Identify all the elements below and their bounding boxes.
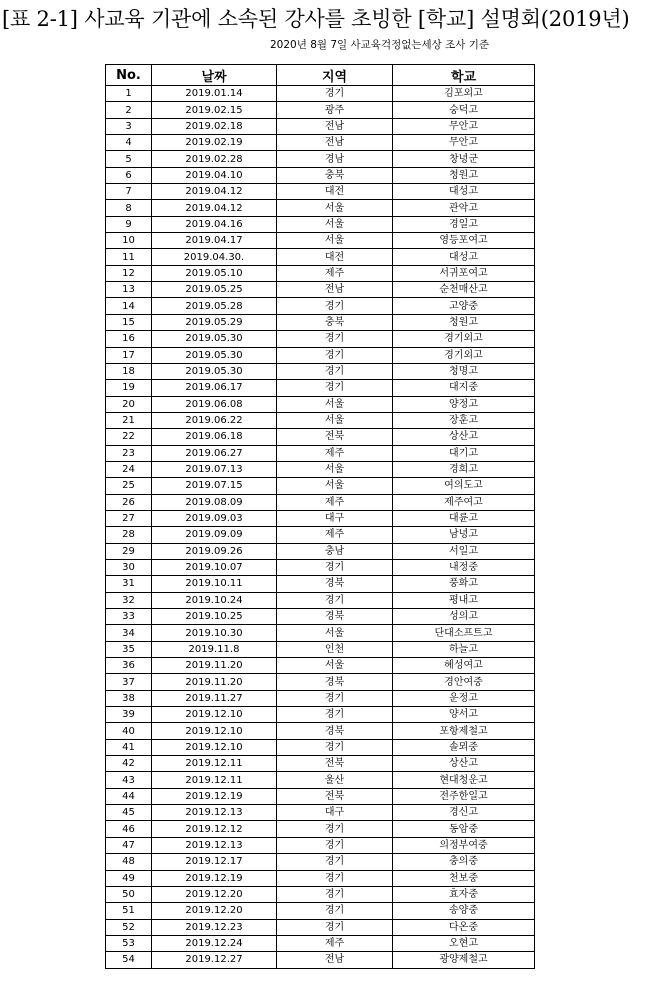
table-row — [106, 200, 535, 216]
row-school: 무안고 — [393, 135, 535, 151]
row-school: 포항제철고 — [393, 723, 535, 739]
row-region: 제주 — [277, 445, 393, 461]
row-region: 인천 — [277, 641, 393, 657]
row-date: 2019.12.13 — [152, 837, 277, 853]
table-row — [106, 756, 535, 772]
row-school: 무안고 — [393, 118, 535, 134]
row-number: 27 — [106, 510, 152, 526]
table-row — [106, 674, 535, 690]
table-row — [106, 641, 535, 657]
table-row — [106, 559, 535, 575]
row-number: 46 — [106, 821, 152, 837]
row-school: 현대청운고 — [393, 772, 535, 788]
row-date: 2019.04.16 — [152, 216, 277, 232]
row-date: 2019.10.24 — [152, 592, 277, 608]
row-school: 양서고 — [393, 707, 535, 723]
row-date: 2019.06.17 — [152, 380, 277, 396]
row-region: 경기 — [277, 870, 393, 886]
row-date: 2019.05.30 — [152, 363, 277, 379]
table-row — [106, 805, 535, 821]
row-number: 5 — [106, 151, 152, 167]
row-number: 11 — [106, 249, 152, 265]
row-date: 2019.12.12 — [152, 821, 277, 837]
row-region: 제주 — [277, 935, 393, 951]
table-row — [106, 429, 535, 445]
row-school: 하늘고 — [393, 641, 535, 657]
table-row — [106, 314, 535, 330]
row-number: 7 — [106, 184, 152, 200]
table-row — [106, 510, 535, 526]
table-row — [106, 952, 535, 968]
table-row — [106, 282, 535, 298]
row-region: 제주 — [277, 494, 393, 510]
table-row — [106, 609, 535, 625]
row-school: 김포외고 — [393, 86, 535, 102]
row-school: 경신고 — [393, 805, 535, 821]
row-region: 경기 — [277, 363, 393, 379]
row-region: 전남 — [277, 118, 393, 134]
row-school: 솔뫼중 — [393, 739, 535, 755]
row-number: 24 — [106, 461, 152, 477]
row-number: 25 — [106, 478, 152, 494]
table-row — [106, 707, 535, 723]
row-date: 2019.12.20 — [152, 903, 277, 919]
row-date: 2019.02.28 — [152, 151, 277, 167]
row-region: 제주 — [277, 527, 393, 543]
table-row — [106, 298, 535, 314]
row-region: 전남 — [277, 282, 393, 298]
row-school: 운정고 — [393, 690, 535, 706]
row-number: 36 — [106, 658, 152, 674]
row-number: 35 — [106, 641, 152, 657]
row-date: 2019.09.03 — [152, 510, 277, 526]
table-row — [106, 821, 535, 837]
row-region: 전남 — [277, 952, 393, 968]
row-region: 경기 — [277, 559, 393, 575]
row-number: 48 — [106, 854, 152, 870]
row-date: 2019.09.09 — [152, 527, 277, 543]
row-number: 43 — [106, 772, 152, 788]
row-date: 2019.11.27 — [152, 690, 277, 706]
header-region: 지역 — [277, 65, 393, 86]
row-date: 2019.12.19 — [152, 870, 277, 886]
row-number: 45 — [106, 805, 152, 821]
row-school: 장훈고 — [393, 412, 535, 428]
row-number: 17 — [106, 347, 152, 363]
row-school: 천보중 — [393, 870, 535, 886]
row-school: 경안여중 — [393, 674, 535, 690]
table-row — [106, 527, 535, 543]
row-school: 전주한일고 — [393, 788, 535, 804]
row-region: 전남 — [277, 135, 393, 151]
row-date: 2019.12.17 — [152, 854, 277, 870]
header-date: 날짜 — [152, 65, 277, 86]
row-school: 서일고 — [393, 543, 535, 559]
row-number: 22 — [106, 429, 152, 445]
table-row — [106, 919, 535, 935]
row-date: 2019.04.30. — [152, 249, 277, 265]
table-row — [106, 854, 535, 870]
table-row — [106, 935, 535, 951]
row-date: 2019.06.08 — [152, 396, 277, 412]
row-school: 고양중 — [393, 298, 535, 314]
row-number: 32 — [106, 592, 152, 608]
row-number: 38 — [106, 690, 152, 706]
row-date: 2019.06.22 — [152, 412, 277, 428]
table-row — [106, 625, 535, 641]
briefing-table — [105, 64, 535, 969]
table-row — [106, 870, 535, 886]
row-number: 26 — [106, 494, 152, 510]
row-school: 경기외고 — [393, 347, 535, 363]
table-row — [106, 216, 535, 232]
row-region: 경기 — [277, 739, 393, 755]
row-school: 관악고 — [393, 200, 535, 216]
row-number: 42 — [106, 756, 152, 772]
table-row — [106, 396, 535, 412]
row-region: 경북 — [277, 609, 393, 625]
table-row — [106, 886, 535, 902]
row-date: 2019.10.07 — [152, 559, 277, 575]
row-date: 2019.10.25 — [152, 609, 277, 625]
row-region: 경기 — [277, 837, 393, 853]
row-school: 대성고 — [393, 249, 535, 265]
header-school: 학교 — [393, 65, 535, 86]
row-region: 서울 — [277, 216, 393, 232]
row-region: 경북 — [277, 723, 393, 739]
row-school: 충의중 — [393, 854, 535, 870]
row-number: 13 — [106, 282, 152, 298]
table-row — [106, 363, 535, 379]
table-row — [106, 837, 535, 853]
table-row — [106, 167, 535, 183]
row-number: 14 — [106, 298, 152, 314]
table-row — [106, 461, 535, 477]
row-number: 23 — [106, 445, 152, 461]
row-school: 오현고 — [393, 935, 535, 951]
table-row — [106, 690, 535, 706]
row-number: 50 — [106, 886, 152, 902]
row-region: 경기 — [277, 380, 393, 396]
row-date: 2019.12.19 — [152, 788, 277, 804]
row-number: 3 — [106, 118, 152, 134]
row-region: 전북 — [277, 756, 393, 772]
row-region: 서울 — [277, 478, 393, 494]
table-row — [106, 249, 535, 265]
table-header-row — [106, 65, 535, 86]
row-region: 제주 — [277, 265, 393, 281]
row-number: 10 — [106, 233, 152, 249]
row-school: 제주여고 — [393, 494, 535, 510]
row-date: 2019.08.09 — [152, 494, 277, 510]
row-number: 16 — [106, 331, 152, 347]
row-date: 2019.12.10 — [152, 707, 277, 723]
row-school: 대기고 — [393, 445, 535, 461]
row-school: 남녕고 — [393, 527, 535, 543]
row-school: 동암중 — [393, 821, 535, 837]
row-region: 서울 — [277, 625, 393, 641]
row-region: 경북 — [277, 576, 393, 592]
row-number: 39 — [106, 707, 152, 723]
row-date: 2019.05.10 — [152, 265, 277, 281]
row-number: 37 — [106, 674, 152, 690]
row-region: 경기 — [277, 298, 393, 314]
row-number: 20 — [106, 396, 152, 412]
row-region: 서울 — [277, 658, 393, 674]
row-date: 2019.04.12 — [152, 200, 277, 216]
row-region: 경기 — [277, 690, 393, 706]
row-date: 2019.12.24 — [152, 935, 277, 951]
table-row — [106, 543, 535, 559]
table-row — [106, 102, 535, 118]
row-region: 대구 — [277, 805, 393, 821]
row-date: 2019.05.25 — [152, 282, 277, 298]
row-school: 상산고 — [393, 756, 535, 772]
table-row — [106, 478, 535, 494]
row-region: 경남 — [277, 151, 393, 167]
row-region: 서울 — [277, 461, 393, 477]
row-number: 18 — [106, 363, 152, 379]
table-row — [106, 331, 535, 347]
row-date: 2019.02.15 — [152, 102, 277, 118]
row-date: 2019.11.20 — [152, 658, 277, 674]
row-date: 2019.05.30 — [152, 347, 277, 363]
row-number: 47 — [106, 837, 152, 853]
table-row — [106, 135, 535, 151]
table-row — [106, 86, 535, 102]
table-row — [106, 412, 535, 428]
row-number: 52 — [106, 919, 152, 935]
row-number: 9 — [106, 216, 152, 232]
row-school: 효자중 — [393, 886, 535, 902]
table-row — [106, 658, 535, 674]
row-date: 2019.12.13 — [152, 805, 277, 821]
row-school: 광양제철고 — [393, 952, 535, 968]
row-school: 상산고 — [393, 429, 535, 445]
row-number: 2 — [106, 102, 152, 118]
row-region: 경기 — [277, 854, 393, 870]
table-row — [106, 118, 535, 134]
row-school: 대지중 — [393, 380, 535, 396]
row-date: 2019.12.27 — [152, 952, 277, 968]
row-number: 4 — [106, 135, 152, 151]
row-school: 송양중 — [393, 903, 535, 919]
row-number: 12 — [106, 265, 152, 281]
row-school: 단대소프트고 — [393, 625, 535, 641]
row-number: 34 — [106, 625, 152, 641]
row-number: 49 — [106, 870, 152, 886]
row-school: 의정부여중 — [393, 837, 535, 853]
row-number: 6 — [106, 167, 152, 183]
row-school: 영등포여고 — [393, 233, 535, 249]
row-region: 경기 — [277, 86, 393, 102]
table-row — [106, 772, 535, 788]
row-number: 8 — [106, 200, 152, 216]
row-number: 54 — [106, 952, 152, 968]
row-date: 2019.04.12 — [152, 184, 277, 200]
row-date: 2019.10.30 — [152, 625, 277, 641]
row-number: 28 — [106, 527, 152, 543]
row-date: 2019.04.10 — [152, 167, 277, 183]
row-region: 충북 — [277, 314, 393, 330]
row-school: 청원고 — [393, 167, 535, 183]
table-row — [106, 347, 535, 363]
row-number: 21 — [106, 412, 152, 428]
row-number: 41 — [106, 739, 152, 755]
row-date: 2019.12.11 — [152, 772, 277, 788]
row-region: 충남 — [277, 543, 393, 559]
row-school: 평내고 — [393, 592, 535, 608]
row-region: 경기 — [277, 886, 393, 902]
survey-date-note: 2020년 8월 7일 사교육걱정없는세상 조사 기준 — [270, 39, 490, 51]
page-title: [표 2-1] 사교육 기관에 소속된 강사를 초빙한 [학교] 설명회(2019년) — [2, 7, 630, 31]
row-region: 서울 — [277, 396, 393, 412]
row-school: 청명고 — [393, 363, 535, 379]
row-school: 혜성여고 — [393, 658, 535, 674]
row-school: 성의고 — [393, 609, 535, 625]
row-region: 경기 — [277, 903, 393, 919]
row-number: 19 — [106, 380, 152, 396]
row-school: 서귀포여고 — [393, 265, 535, 281]
row-school: 양정고 — [393, 396, 535, 412]
table-row — [106, 903, 535, 919]
row-region: 경기 — [277, 821, 393, 837]
row-region: 대전 — [277, 184, 393, 200]
row-region: 경북 — [277, 674, 393, 690]
row-region: 대구 — [277, 510, 393, 526]
row-school: 대성고 — [393, 184, 535, 200]
table-row — [106, 494, 535, 510]
row-region: 경기 — [277, 592, 393, 608]
row-region: 경기 — [277, 347, 393, 363]
row-date: 2019.10.11 — [152, 576, 277, 592]
table-row — [106, 723, 535, 739]
row-date: 2019.11.8 — [152, 641, 277, 657]
table-row — [106, 576, 535, 592]
row-date: 2019.02.18 — [152, 118, 277, 134]
row-number: 51 — [106, 903, 152, 919]
row-number: 1 — [106, 86, 152, 102]
row-region: 경기 — [277, 331, 393, 347]
table-row — [106, 184, 535, 200]
row-school: 순천매산고 — [393, 282, 535, 298]
row-date: 2019.12.11 — [152, 756, 277, 772]
row-school: 풍화고 — [393, 576, 535, 592]
row-date: 2019.01.14 — [152, 86, 277, 102]
row-school: 숭덕고 — [393, 102, 535, 118]
row-school: 내정중 — [393, 559, 535, 575]
row-region: 전북 — [277, 788, 393, 804]
row-region: 서울 — [277, 412, 393, 428]
row-number: 15 — [106, 314, 152, 330]
table-row — [106, 788, 535, 804]
row-school: 청원고 — [393, 314, 535, 330]
row-school: 경희고 — [393, 461, 535, 477]
row-school: 경일고 — [393, 216, 535, 232]
row-school: 다온중 — [393, 919, 535, 935]
row-number: 33 — [106, 609, 152, 625]
row-date: 2019.11.20 — [152, 674, 277, 690]
row-date: 2019.05.28 — [152, 298, 277, 314]
row-number: 44 — [106, 788, 152, 804]
row-date: 2019.12.20 — [152, 886, 277, 902]
row-date: 2019.06.27 — [152, 445, 277, 461]
row-region: 경기 — [277, 707, 393, 723]
row-date: 2019.07.15 — [152, 478, 277, 494]
row-school: 창녕군 — [393, 151, 535, 167]
row-school: 여의도고 — [393, 478, 535, 494]
row-date: 2019.05.30 — [152, 331, 277, 347]
row-number: 29 — [106, 543, 152, 559]
row-number: 30 — [106, 559, 152, 575]
row-region: 대전 — [277, 249, 393, 265]
row-date: 2019.04.17 — [152, 233, 277, 249]
row-region: 울산 — [277, 772, 393, 788]
header-no: No. — [106, 65, 152, 86]
row-region: 서울 — [277, 200, 393, 216]
row-school: 경기외고 — [393, 331, 535, 347]
row-number: 31 — [106, 576, 152, 592]
row-date: 2019.06.18 — [152, 429, 277, 445]
row-date: 2019.05.29 — [152, 314, 277, 330]
row-date: 2019.09.26 — [152, 543, 277, 559]
table-row — [106, 380, 535, 396]
table-row — [106, 233, 535, 249]
table-row — [106, 592, 535, 608]
row-date: 2019.12.10 — [152, 723, 277, 739]
table-row — [106, 265, 535, 281]
row-date: 2019.02.19 — [152, 135, 277, 151]
row-school: 대륜고 — [393, 510, 535, 526]
row-region: 서울 — [277, 233, 393, 249]
table-row — [106, 445, 535, 461]
row-region: 충북 — [277, 167, 393, 183]
row-date: 2019.07.13 — [152, 461, 277, 477]
table-row — [106, 739, 535, 755]
row-number: 53 — [106, 935, 152, 951]
row-date: 2019.12.10 — [152, 739, 277, 755]
row-region: 광주 — [277, 102, 393, 118]
row-date: 2019.12.23 — [152, 919, 277, 935]
table-row — [106, 151, 535, 167]
row-region: 전북 — [277, 429, 393, 445]
row-region: 경기 — [277, 919, 393, 935]
row-number: 40 — [106, 723, 152, 739]
